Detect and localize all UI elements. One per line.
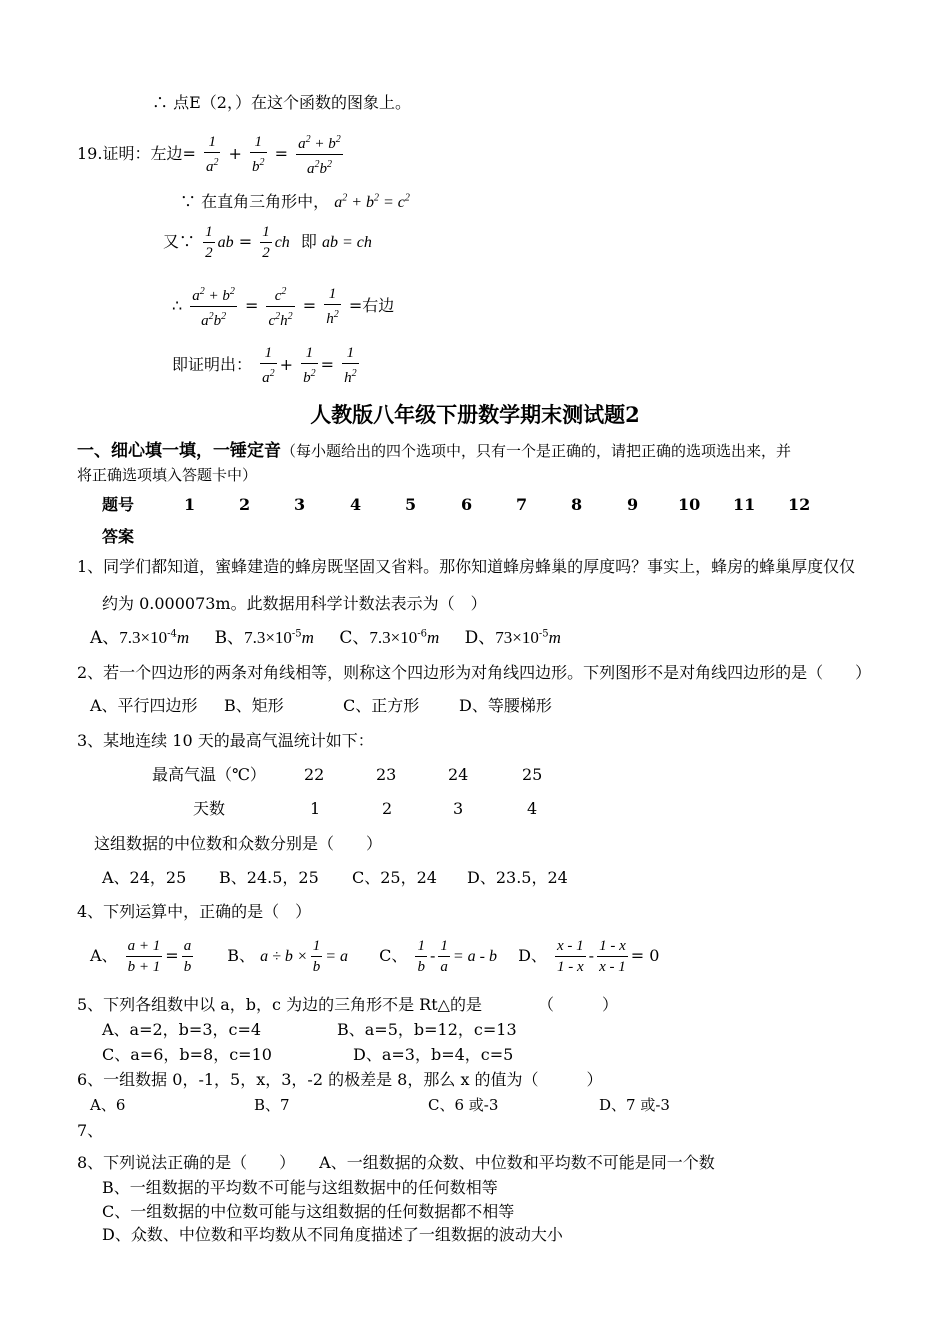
q4-option-d: D、 $\frac{x - 1}{1 - x}$ - $\frac{1 - x}{x - 1}$ = 0: [518, 938, 660, 975]
qnum-8: 8: [571, 495, 583, 514]
fraction-1-over-a2-b: $\frac{1}{a^2}$: [262, 345, 275, 386]
q1-text-line1: 1、同学们都知道，蜜蜂建造的蜂房既坚固又省料。那你知道蜂房蜂巢的厚度吗？事实上，蜂房的蜂巢厚度仅仅: [77, 557, 856, 576]
q2-option-a: A、平行四边形: [90, 696, 198, 715]
q3-temp-2: 23: [376, 765, 397, 784]
q3-days-3: 3: [453, 799, 464, 818]
q8-text: 8、下列说法正确的是（ ） A、一组数据的众数、中位数和平均数不可能是同一个数: [77, 1153, 715, 1172]
q19-proof-line4: ∴ $\frac{a^2 + b^2}{a^2b^2}$ = $\frac{c^2}{c^2h^2}$ = $\frac{1}{h^2}$ =右边: [172, 282, 394, 331]
q19-therefore: ∴: [172, 296, 183, 315]
fraction-1-over-b2-b: $\frac{1}{b^2}$: [303, 345, 316, 386]
q6-option-d: D、7 或-3: [599, 1096, 670, 1114]
section1-heading-line: [77, 441, 791, 461]
fraction-1-over-b2: $\frac{1}{b^2}$: [252, 134, 265, 175]
answer-table-header-label: 题号: [102, 495, 135, 514]
q3-option-b: B、24.5，25: [219, 868, 319, 887]
q4-options: [90, 936, 659, 977]
qnum-10: 10: [678, 495, 701, 514]
q3-option-c: C、25，24: [352, 868, 437, 887]
q3-option-d: D、23.5，24: [467, 868, 568, 887]
q2-option-d: D、等腰梯形: [459, 696, 552, 715]
q4-option-c: C、 $\frac{1}{b}$ - $\frac{1}{a}$ = a - b: [379, 938, 497, 975]
section1-note-1: （每小题给出的四个选项中，只有一个是正确的，请把正确的选项选出来，并: [281, 442, 792, 460]
q3-days-1: 1: [310, 799, 321, 818]
q3-days-4: 4: [527, 799, 538, 818]
q5-text: 5、下列各组数中以 a，b，c 为边的三角形不是 Rt△的是 （ ）: [77, 995, 618, 1014]
fraction-half: $\frac{1}{2}$: [205, 224, 213, 261]
q8-option-c: C、一组数据的中位数可能与这组数据的任何数据都不相等: [102, 1202, 515, 1221]
q3-days-2: 2: [382, 799, 393, 818]
q7-text: 7、: [77, 1121, 104, 1140]
q2-option-c: C、正方形: [343, 696, 420, 715]
q19-proof-line2: [180, 192, 410, 212]
qnum-5: 5: [405, 495, 417, 514]
q1-options: [90, 628, 561, 648]
qnum-4: 4: [350, 495, 362, 514]
qnum-11: 11: [733, 495, 756, 514]
proof-line-point-e: ∴ 点E（2，）在这个函数的图象上。: [152, 93, 411, 112]
qnum-12: 12: [788, 495, 811, 514]
pythagoras-formula: $a^2 + b^2 = c^2$: [334, 192, 410, 211]
q2-option-b: B、矩形: [224, 696, 284, 715]
q3-temp-3: 24: [448, 765, 469, 784]
q6-text: 6、一组数据 0，-1，5，x，3，-2 的极差是 8，那么 x 的值为（ ）: [77, 1070, 603, 1089]
q5-option-b: B、a=5，b=12，c=13: [337, 1020, 517, 1039]
q3-text: 3、某地连续 10 天的最高气温统计如下：: [77, 731, 374, 750]
q19-label: 19.证明：左边: [77, 144, 183, 163]
q19-line3-prefix: 又∵: [163, 232, 196, 251]
q1-option-b: B、$7.3\times 10^{-5}m$: [214, 628, 314, 648]
q3-days-label: 天数: [193, 799, 226, 818]
section1-note-2: 将正确选项填入答题卡中）: [77, 466, 258, 484]
q19-line2-text: ∵ 在直角三角形中，: [180, 192, 330, 211]
q4-option-a: A、 $\frac{a + 1}{b + 1}$ = $\frac{a}{b}$: [90, 938, 192, 975]
fraction-a2b2-sum: $\frac{a^2 + b^2}{a^2b^2}$: [296, 130, 343, 179]
q1-text-line2: 约为 0.000073m。此数据用科学计数法表示为（ ）: [102, 594, 487, 613]
fraction-a2b2: $\frac{a^2 + b^2}{a^2b^2}$: [190, 282, 237, 331]
q3-temp-1: 22: [304, 765, 325, 784]
qnum-7: 7: [516, 495, 528, 514]
q19-right-side: =右边: [348, 296, 395, 315]
section1-heading: 一、细心填一填，一锤定音: [77, 441, 281, 461]
q3-temp-label: 最高气温（℃）: [152, 765, 266, 784]
q1-option-c: C、$7.3\times 10^{-6}m$: [339, 628, 440, 648]
q19-conclude-text: 即证明出：: [172, 355, 253, 374]
q8-option-b: B、一组数据的平均数不可能与这组数据中的任何数相等: [102, 1178, 498, 1197]
q4-option-b: B、 a ÷ b × $\frac{1}{b}$ = a: [227, 938, 349, 975]
q6-option-b: B、7: [254, 1096, 290, 1114]
page-title: 人教版八年级下册数学期末测试题2: [310, 402, 640, 427]
fraction-1-over-h2: $\frac{1}{h^2}$: [326, 286, 339, 327]
q1-option-d: D、$73\times 10^{-5}m$: [464, 628, 561, 648]
q19-proof-conclusion: 即证明出： $\frac{1}{a^2}$ + $\frac{1}{b^2}$ = $\frac{1}{h^2}$: [172, 345, 357, 386]
q6-option-c: C、6 或-3: [428, 1096, 499, 1114]
qnum-1: 1: [184, 495, 196, 514]
q3-question: 这组数据的中位数和众数分别是（ ）: [94, 834, 383, 853]
answer-table-answer-label: 答案: [102, 527, 135, 546]
fraction-1-over-h2-b: $\frac{1}{h^2}$: [344, 345, 357, 386]
qnum-6: 6: [461, 495, 473, 514]
q6-option-a: A、6: [90, 1096, 126, 1114]
q8-option-d: D、众数、中位数和平均数从不同角度描述了一组数据的波动大小: [102, 1225, 563, 1244]
q3-option-a: A、24，25: [102, 868, 187, 887]
q19-proof-line3: 又∵ $\frac{1}{2}$ ab = $\frac{1}{2}$ ch 即 ab = ch: [163, 224, 372, 261]
q2-text: 2、若一个四边形的两条对角线相等，则称这个四边形为对角线四边形。下列图形不是对角线四边形的是（ ）: [77, 663, 872, 682]
q5-option-d: D、a=3，b=4，c=5: [353, 1045, 514, 1064]
fraction-c2-over-c2h2: $\frac{c^2}{c^2h^2}$: [266, 282, 294, 331]
ab-eq-ch: ab = ch: [322, 234, 372, 251]
q4-text: 4、下列运算中，正确的是（ ）: [77, 902, 312, 921]
q1-option-a: A、$7.3\times 10^{-4}m$: [90, 628, 190, 648]
fraction-half-2: $\frac{1}{2}$: [262, 224, 270, 261]
q19-line3-mid: 即: [300, 232, 317, 251]
fraction-1-over-a2: $\frac{1}{a^2}$: [205, 134, 219, 175]
q5-option-a: A、a=2，b=3，c=4: [102, 1020, 262, 1039]
q5-option-c: C、a=6，b=8，c=10: [102, 1045, 272, 1064]
qnum-2: 2: [239, 495, 251, 514]
qnum-3: 3: [294, 495, 306, 514]
q19-proof-line1: 19.证明：左边= $\frac{1}{a^2}$ + $\frac{1}{b^2}$ = $\frac{a^2 + b^2}{a^2b^2}$: [77, 130, 346, 179]
q3-temp-4: 25: [522, 765, 543, 784]
qnum-9: 9: [627, 495, 639, 514]
